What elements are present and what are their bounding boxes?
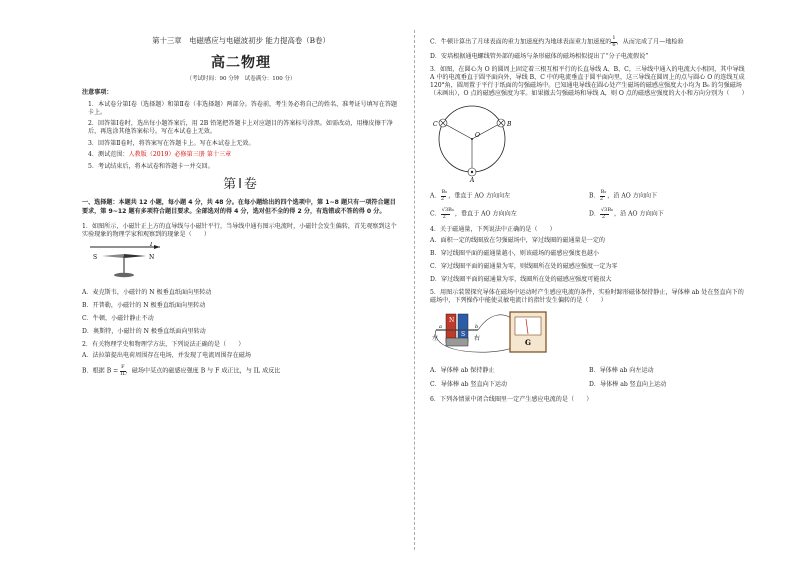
option-b: B． $\frac{\text{B₀}}{2}$ ，沿 AO 方向向下 <box>589 189 658 202</box>
notice-item: 5．考试结束后，将本试卷和答题卡一并交回。 <box>88 162 214 170</box>
option-text: ，从而完成了月—地检验 <box>616 38 684 46</box>
option: D．导体棒 ab 竖直向上运动 <box>589 381 667 389</box>
option-d: D． $\frac{\text{√3B₀}}{2}$ ，沿 AO 方向向下 <box>589 207 664 220</box>
option: C．穿过线圈平面的磁通量为零，则线圈所在处的磁感应强度一定为零 <box>430 263 618 271</box>
option: A．法拉第提出电荷周围存在电场，并发现了电流周围存在磁场 <box>82 352 251 360</box>
question-5: 5．用图示装置探究导体在磁场中运动时产生感应电流的条件，实验时蹄形磁体保持静止，导体棒 ab 处在竖直向下的磁场中，下列操作中能使灵敏电流计的指针发生偏转的是（ ） <box>430 289 744 305</box>
option: A．面积一定的线圈放在匀强磁场中，穿过线圈的磁通量是一定的 <box>430 237 606 245</box>
question-3-figure <box>430 101 748 186</box>
north-pole-label: N <box>149 253 155 261</box>
option: B．开普勒，小磁针的 N 极垂直纸面向里转动 <box>82 301 206 309</box>
option-text: C．牛顿计算出了月球表面的重力加速度约为地球表面重力加速度的 <box>430 38 612 46</box>
notice-heading: 注意事项： <box>82 89 113 97</box>
exam-title: 高二物理 <box>211 54 271 71</box>
exam-header: 第十三章 电磁感应与电磁波初步 能力提高卷（B卷） <box>152 36 330 45</box>
label-o: O <box>475 132 480 140</box>
notice-scope-value: 人教版（2019）必修第三册 第十三章 <box>128 151 232 159</box>
option: A．麦克斯韦，小磁针的 N 极垂直纸面向里转动 <box>82 288 212 296</box>
wire-b-into-page <box>497 119 505 127</box>
option-row <box>430 190 748 202</box>
option: B．导体棒 ab 向左运动 <box>589 367 654 375</box>
question-5-figure <box>430 308 748 363</box>
wire-a-out-of-page <box>468 168 476 176</box>
question-3: 3．如图，在圆心为 O 的圆周上固定着三根互相平行的长直导线 A、B、C，三导线中通入的电流大小相同，其中导线 A 中的电流垂直于圆平面向外，导线 B、C 中的电流垂直于圆平面向里，这三导线在圆周上的点与圆心 O 的连线互成 120°角，圆周置于平行于纸面的匀强磁场中。已知通电导线在圆心处产生磁场的磁感应强度大小均为 B₀ 的匀强磁场（未画出），O 点的磁感应强度为零。如果撤去匀强磁场和导线 A，则 O 点的磁感应强度的大小和方向分别为（ ） <box>430 66 748 98</box>
label-c: C <box>433 121 438 129</box>
notice-item: 3．回答第Ⅱ卷时，将答案写在答题卡上。写在本试卷上无效。 <box>88 139 255 147</box>
question-1: 1．如图所示，小磁针正上方的直导线与小磁针平行，当导线中通有图示电流时，小磁针会发生偏转，首先观察到这个实验现象的物理学家和观察到的现象是（ ） <box>82 222 397 238</box>
direction-left-label: 左 <box>432 335 439 343</box>
option-a: A． $\frac{\text{B₀}}{2}$ ，垂直于 AO 方向向左 <box>430 189 511 202</box>
galvanometer-label: G <box>525 338 531 348</box>
option: A．导体棒 ab 保持静止 <box>430 367 495 375</box>
current-label: I <box>150 241 153 248</box>
question-1-figure <box>82 242 400 285</box>
question-4: 4．关于磁通量，下列说法中正确的是（ ） <box>430 226 556 234</box>
rod-end-a: a <box>439 324 442 331</box>
magnet-n-label: N <box>449 317 455 325</box>
option-with-formula <box>430 36 748 48</box>
notice-scope-label: 4．测试范围： <box>88 151 129 159</box>
fraction: $\frac{F}{IL}$ <box>120 364 126 377</box>
magnet-s-label: S <box>461 331 466 339</box>
option: D．奥斯特，小磁针的 N 极垂直纸面向里转动 <box>82 327 206 335</box>
label-a: A <box>470 177 475 184</box>
notice-item: 2．回答第Ⅰ卷时，选出每小题答案后，用 2B 铅笔把答题卡上对应题目的答案标号涂黑。如需改动，用橡皮擦干净后，再选涂其他答案标号。写在本试卷上无效。 <box>88 120 393 136</box>
south-pole-label: S <box>93 253 98 261</box>
exam-info: （考试时间：90 分钟 试卷满分：100 分） <box>186 76 296 83</box>
section-title: 第Ⅰ卷 <box>223 176 259 192</box>
notice-item-scope <box>82 151 400 159</box>
option: B．穿过线圈平面的磁通量越小，则该磁场的磁感应强度也越小 <box>430 250 600 258</box>
fraction: $\frac{1}{6}$ <box>612 35 616 48</box>
option-text: B．根据 B = <box>82 367 119 375</box>
option-row <box>430 208 748 220</box>
rod-end-b: b <box>475 324 479 331</box>
section-instructions: 一、选择题：本题共 12 小题，每小题 4 分，共 48 分。在每小题给出的四个选项中，第 1~8 题只有一项符合题目要求，第 9~12 题有多项符合题目要求。全部选对的得 4 分，选对但不全的得 2 分，有选错或不答的得 0 分。 <box>82 198 396 216</box>
option: D．穿过线圈平面的磁通量为零，线圈所在处的磁感应强度可能很大 <box>430 276 612 284</box>
wire-c-into-page <box>439 119 447 127</box>
compass-needle-diagram <box>82 242 172 282</box>
label-b: B <box>507 121 512 129</box>
option-with-formula <box>82 365 400 377</box>
notice-item: 1．本试卷分第Ⅰ卷（选择题）和第Ⅱ卷（非选择题）两部分。答卷前，考生务必将自己的姓名、准考证号填写在答题卡上。 <box>88 100 398 116</box>
left-column <box>82 36 400 382</box>
option-text: ，磁场中某点的磁感应强度 B 与 F 成正比，与 IL 成反比 <box>125 367 281 375</box>
question-6: 6．下列各情景中闭合线圈里一定产生感应电流的是（ ） <box>430 395 593 403</box>
right-column <box>430 36 748 407</box>
option-c: C． $\frac{\text{√3B₀}}{2}$ ，垂直于 AO 方向向左 <box>430 207 517 220</box>
direction-right-label: 右 <box>474 335 481 343</box>
option-row <box>430 367 748 375</box>
option-row <box>430 381 748 389</box>
option: C．牛顿，小磁针静止不动 <box>82 314 154 322</box>
induction-apparatus-diagram <box>430 308 560 360</box>
option: D．安培根据通电螺线管外部的磁场与条形磁体的磁场相似提出了“分子电流假说” <box>430 53 649 60</box>
column-divider <box>414 30 415 550</box>
circle-wires-diagram <box>430 101 520 183</box>
option: C．导体棒 ab 竖直向下运动 <box>430 381 508 389</box>
question-2: 2．有关物理学史和物理学方法，下列说法正确的是（ ） <box>82 340 245 348</box>
